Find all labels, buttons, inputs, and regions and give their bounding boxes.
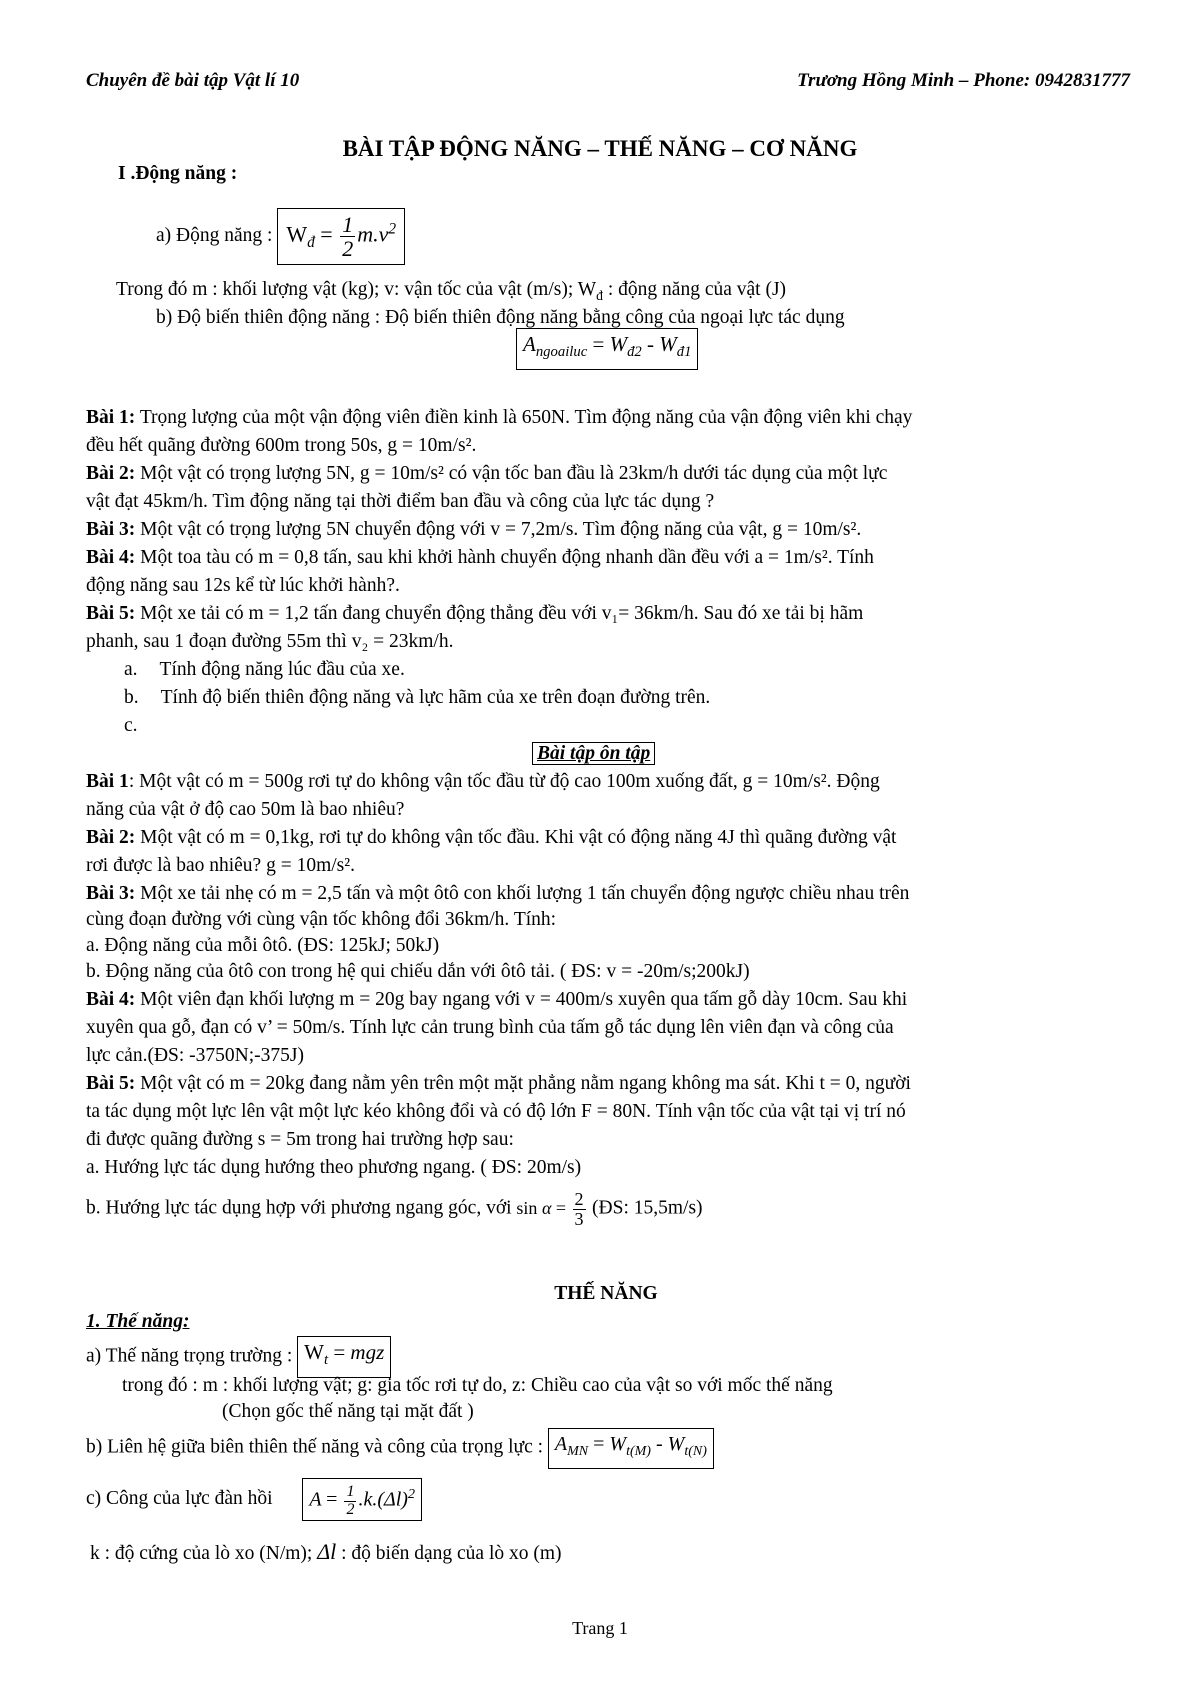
review-heading: Bài tập ôn tập bbox=[532, 740, 655, 768]
exercise-3: Bài 3: Một vật có trọng lượng 5N chuyển động với v = 7,2m/s. Tìm động năng của vật, g = 10m/s². bbox=[86, 519, 862, 540]
kinetic-formula-row bbox=[156, 208, 405, 265]
work-energy-formula-row bbox=[516, 328, 698, 370]
review-exercise-4-line2: xuyên qua gỗ, đạn có v’ = 50m/s. Tính lực cản trung bình của tấm gỗ tác dụng lên viên đạn và công của bbox=[86, 1017, 894, 1038]
sin-alpha-formula: sin α = $\frac{2}{3}$ bbox=[516, 1189, 584, 1229]
review-exercise-4-line3: lực cản.(ĐS: -3750N;-375J) bbox=[86, 1045, 304, 1066]
kinetic-change-label: b) Độ biến thiên động năng : Độ biến thiên động năng bằng công của ngoại lực tác dụng bbox=[156, 307, 845, 328]
spring-note: k : độ cứng của lò xo (N/m); Δl : độ biến dạng của lò xo (m) bbox=[90, 1539, 562, 1564]
review-exercise-5: Bài 5: Một vật có m = 20kg đang nằm yên trên một mặt phẳng nằm ngang không ma sát. Khi t = 0, người bbox=[86, 1073, 911, 1094]
gravity-pe-formula: $W_t$ = mgz bbox=[297, 1336, 391, 1378]
elastic-work-formula: A = $\frac{1}{2}$ $.k.(\Delta l)^2$ bbox=[302, 1478, 422, 1521]
exercise-4: Bài 4: Một toa tàu có m = 0,8 tấn, sau khi khởi hành chuyển động nhanh dần đều với a = 1m/s². Tính bbox=[86, 547, 874, 568]
review-exercise-1-line2: năng của vật ở độ cao 50m là bao nhiêu? bbox=[86, 799, 405, 820]
exercise-1-line2: đều hết quãng đường 600m trong 50s, g = 10m/s². bbox=[86, 435, 477, 456]
gravity-pe-note2: (Chọn gốc thế năng tại mặt đất ) bbox=[222, 1401, 474, 1422]
review-exercise-4: Bài 4: Một viên đạn khối lượng m = 20g bay ngang với v = 400m/s xuyên qua tấm gỗ dày 10cm. Sau khi bbox=[86, 989, 908, 1010]
exercise-5-item-b: b. Tính độ biến thiên động năng và lực hãm của xe trên đoạn đường trên. bbox=[124, 687, 711, 708]
kinetic-where: Trong đó m : khối lượng vật (kg); v: vận tốc của vật (m/s); $W_đ$ : động năng của vật (J) bbox=[116, 279, 787, 303]
gravity-pe-note: trong đó : m : khối lượng vật; g: gia tốc rơi tự do, z: Chiều cao của vật so với mốc thế năng bbox=[122, 1375, 833, 1396]
review-exercise-3-line2: cùng đoạn đường với cùng vận tốc không đổi 36km/h. Tính: bbox=[86, 909, 557, 930]
work-energy-formula: $A_{ngoailuc} = W_{đ2} - W_{đ1}$ bbox=[516, 328, 698, 370]
review-exercise-3-a: a. Động năng của mỗi ôtô. (ĐS: 125kJ; 50kJ) bbox=[86, 935, 440, 956]
review-exercise-2-line2: rơi được là bao nhiêu? g = 10m/s². bbox=[86, 855, 355, 876]
exercise-5-item-a: a. Tính động năng lúc đầu của xe. bbox=[124, 659, 405, 680]
exercise-5: Bài 5: Một xe tải có m = 1,2 tấn đang chuyển động thẳng đều với v₁= 36km/h. Sau đó xe tải bị hãm bbox=[86, 603, 864, 624]
section-heading-kinetic: I .Động năng : bbox=[118, 163, 238, 184]
review-exercise-3: Bài 3: Một xe tải nhẹ có m = 2,5 tấn và một ôtô con khối lượng 1 tấn chuyển động ngược chiều nhau trên bbox=[86, 883, 910, 904]
exercise-5-line2: phanh, sau 1 đoạn đường 55m thì v₂ = 23km/h. bbox=[86, 631, 454, 652]
page-header bbox=[86, 70, 1130, 100]
exercise-4-line2: động năng sau 12s kể từ lúc khởi hành?. bbox=[86, 575, 400, 596]
page-number: Trang 1 bbox=[572, 1618, 628, 1638]
review-exercise-3-b: b. Động năng của ôtô con trong hệ qui chiếu dắn với ôtô tải. ( ĐS: v = -20m/s;200kJ) bbox=[86, 961, 750, 982]
exercise-5-item-c: c. bbox=[124, 715, 138, 736]
gravity-pe-row: a) Thế năng trọng trường : $W_t$ = mgz bbox=[86, 1336, 391, 1378]
exercise-1: Bài 1: Trọng lượng của một vận động viên điền kinh là 650N. Tìm động năng của vận động viên khi chạy bbox=[86, 407, 913, 428]
pe-work-formula: $A_{MN} = W_{t(M)} - W_{t(N)}$ bbox=[548, 1428, 714, 1469]
review-exercise-2: Bài 2: Một vật có m = 0,1kg, rơi tự do không vận tốc đầu. Khi vật có động năng 4J thì quãng đường vật bbox=[86, 827, 897, 848]
kinetic-energy-formula: $W_đ$ = $\frac{1}{2}$ $m.v^2$ bbox=[277, 208, 405, 265]
review-exercise-5-b: b. Hướng lực tác dụng hợp với phương ngang góc, với sin α = $\frac{2}{3}$ (ĐS: 15,5m/s) bbox=[86, 1189, 703, 1229]
pe-work-row: b) Liên hệ giữa biên thiên thế năng và công của trọng lực : $A_{MN} = W_{t(M)} - W_{t(N)}$ bbox=[86, 1428, 714, 1469]
exercise-2-line2: vật đạt 45km/h. Tìm động năng tại thời điểm ban đầu và công của lực tác dụng ? bbox=[86, 491, 715, 512]
potential-energy-heading: 1. Thế năng: bbox=[86, 1311, 190, 1332]
review-exercise-5-a: a. Hướng lực tác dụng hướng theo phương ngang. ( ĐS: 20m/s) bbox=[86, 1157, 582, 1178]
elastic-work-row: c) Công của lực đàn hồi A = $\frac{1}{2}$ $.k.(\Delta l)^2$ bbox=[86, 1478, 422, 1521]
review-exercise-5-line3: đi được quãng đường s = 5m trong hai trường hợp sau: bbox=[86, 1129, 514, 1150]
exercise-2: Bài 2: Một vật có trọng lượng 5N, g = 10m/s² có vận tốc ban đầu là 23km/h dưới tác dụng của một lực bbox=[86, 463, 888, 484]
kinetic-formula-label: a) Động năng : bbox=[156, 225, 273, 247]
potential-energy-title: THẾ NĂNG bbox=[554, 1283, 658, 1304]
document-title: BÀI TẬP ĐỘNG NĂNG – THẾ NĂNG – CƠ NĂNG bbox=[342, 136, 858, 161]
review-exercise-5-line2: ta tác dụng một lực lên vật một lực kéo không đổi và có độ lớn F = 80N. Tính vận tốc của vật tại vị trí nó bbox=[86, 1101, 906, 1122]
review-exercise-1: Bài 1: Một vật có m = 500g rơi tự do không vận tốc đầu từ độ cao 100m xuống đất, g = 10m/s². Động bbox=[86, 771, 880, 792]
header-right: Trương Hồng Minh – Phone: 0942831777 bbox=[797, 70, 1130, 91]
header-left: Chuyên đề bài tập Vật lí 10 bbox=[86, 70, 300, 91]
